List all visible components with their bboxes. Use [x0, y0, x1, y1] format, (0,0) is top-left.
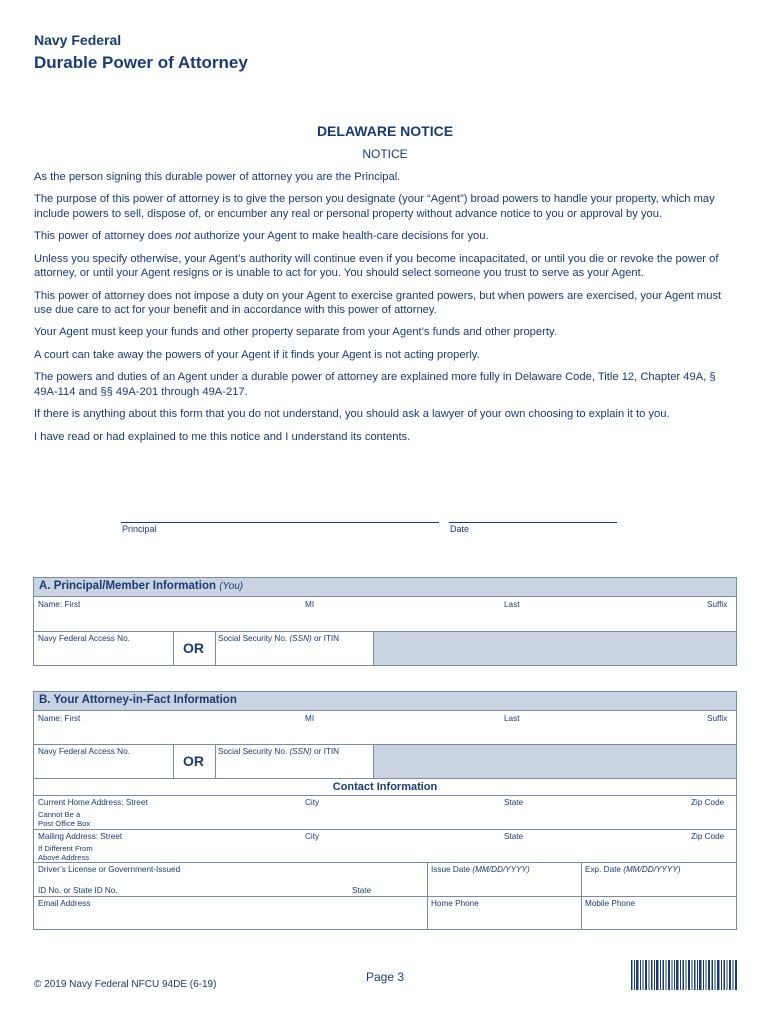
zip-label: Zip Code: [691, 798, 725, 807]
ssn-label-em: (SSN): [289, 634, 312, 643]
ssn-label-text: Social Security No.: [218, 634, 290, 643]
home-street-label: Current Home Address: Street: [38, 798, 148, 807]
home-note-line2: Post Office Box: [38, 819, 91, 828]
exp-date-label: [585, 865, 681, 875]
mail-note-line2: Above Address: [38, 853, 90, 862]
column-divider: [173, 631, 174, 666]
notice-text: This power of attorney does: [34, 230, 176, 243]
section-a-title-note: (You): [219, 581, 244, 592]
notice-paragraph: I have read or had explained to me this notice and I understand its contents.: [34, 430, 411, 443]
notice-paragraph: Your Agent must keep your funds and other property separate from your Agent’s funds and other property.: [34, 326, 557, 339]
attorney-access-no-input[interactable]: [38, 759, 168, 773]
issue-date-text: Issue Date: [431, 865, 473, 874]
ssn-label: [218, 634, 339, 644]
name-first-label: Name: First: [38, 600, 81, 609]
exp-date-text: Exp. Date: [585, 865, 624, 874]
notice-paragraph: As the person signing this durable power of attorney you are the Principal.: [34, 171, 401, 183]
issue-date-input[interactable]: [431, 878, 576, 892]
notice-paragraph: Unless you specify otherwise, your Agent’s authority will continue even if you become incapacitated, or until you die or revoke the power of attorney, or until your Agent resigns or is unable to act for you. You should select someone you trust to serve as your Agent.: [34, 252, 719, 280]
mobile-phone-label: Mobile Phone: [585, 899, 636, 908]
license-number-input[interactable]: [38, 874, 423, 886]
mail-street-label: Mailing Address: Street: [38, 832, 123, 841]
column-divider: [215, 631, 216, 666]
footer-copyright: © 2019 Navy Federal NFCU 94DE (6-19): [34, 979, 217, 990]
mi-label: MI: [305, 714, 315, 723]
mail-note-line1: If Different From: [38, 844, 93, 853]
or-separator: OR: [183, 640, 204, 656]
notice-text: authorize your Agent to make health-care decisions for you.: [190, 230, 489, 243]
column-divider: [215, 744, 216, 778]
home-phone-input[interactable]: [431, 911, 576, 925]
row-divider: [34, 862, 736, 863]
date-signature-line[interactable]: [449, 522, 617, 523]
license-label: Driver’s License or Government-Issued: [38, 865, 181, 874]
principal-signature-label: Principal: [122, 524, 157, 534]
column-divider: [581, 896, 582, 930]
principal-access-no-input[interactable]: [38, 646, 168, 660]
attorney-ssn-input[interactable]: [218, 759, 368, 773]
or-separator: OR: [183, 753, 204, 769]
email-input[interactable]: [38, 911, 423, 925]
document-title: Durable Power of Attorney: [34, 53, 248, 72]
home-phone-label: Home Phone: [431, 899, 479, 908]
date-signature-label: Date: [450, 524, 470, 534]
ssn-label-text: or ITIN: [311, 747, 340, 756]
brand-name: Navy Federal: [34, 32, 122, 48]
column-divider: [581, 862, 582, 896]
state-label: State: [504, 798, 524, 807]
access-no-label: Navy Federal Access No.: [38, 747, 130, 756]
name-first-label: Name: First: [38, 714, 81, 723]
notice-paragraph: If there is anything about this form that you do not understand, you should ask a lawyer of your own choosing to explain it to you.: [34, 408, 670, 421]
email-label: Email Address: [38, 899, 91, 908]
column-divider: [427, 896, 428, 930]
ssn-label-text: or ITIN: [311, 634, 340, 643]
section-a-header: [34, 578, 736, 597]
notice-paragraph: The powers and duties of an Agent under a durable power of attorney are explained more fully in Delaware Code, Title 12, Chapter 49A, § 49A-114 and §§ 49A-201 through 49A-217.: [34, 371, 716, 398]
row-divider: [34, 829, 736, 830]
exp-date-input[interactable]: [585, 878, 730, 892]
notice-emphasis: not: [175, 230, 191, 243]
column-divider: [173, 744, 174, 778]
barcode-icon: [631, 960, 737, 990]
section-a-principal-info: [33, 577, 737, 666]
notice-subheading: NOTICE: [362, 147, 408, 161]
notice-paragraph: The purpose of this power of attorney is to give the person you designate (your “Agent”) broad powers to handle your property, which may include powers to sell, dispose of, or encumber any real or personal property without advance notice to you or approval by you.: [34, 193, 715, 220]
ssn-label: [218, 747, 339, 757]
section-b-header: [34, 692, 736, 711]
contact-info-heading: Contact Information: [332, 781, 438, 793]
principal-name-input[interactable]: [38, 612, 728, 626]
city-label: City: [305, 798, 320, 807]
last-label: Last: [504, 714, 520, 723]
notice-body: [34, 170, 740, 452]
id-no-label: ID No. or State ID No.: [38, 886, 118, 895]
exp-date-format: (MM/DD/YYYY): [623, 865, 681, 874]
shaded-block: [374, 745, 736, 778]
row-divider: [34, 795, 736, 796]
issue-date-label: [431, 865, 530, 875]
column-divider: [427, 862, 428, 896]
row-divider: [34, 778, 736, 779]
home-note-line1: Cannot Be a: [38, 810, 81, 819]
city-label: City: [305, 832, 320, 841]
page-number: Page 3: [366, 970, 405, 984]
home-address-input[interactable]: [104, 811, 728, 825]
notice-paragraph: [34, 229, 740, 243]
principal-signature-line[interactable]: [121, 522, 439, 523]
ssn-label-text: Social Security No.: [218, 747, 290, 756]
notice-paragraph: This power of attorney does not impose a duty on your Agent to exercise granted powers, but when powers are exercised, your Agent must use due care to act for your benefit and in accordance with this power of attorney.: [34, 289, 722, 316]
issue-date-format: (MM/DD/YYYY): [472, 865, 530, 874]
shaded-block: [374, 632, 736, 665]
suffix-label: Suffix: [707, 714, 728, 723]
id-state-label: State: [352, 886, 372, 895]
notice-heading: DELAWARE NOTICE: [316, 123, 454, 139]
row-divider: [34, 896, 736, 897]
suffix-label: Suffix: [707, 600, 728, 609]
state-label: State: [504, 832, 524, 841]
mi-label: MI: [305, 600, 315, 609]
access-no-label: Navy Federal Access No.: [38, 634, 130, 643]
ssn-label-em: (SSN): [289, 747, 312, 756]
mobile-phone-input[interactable]: [585, 911, 730, 925]
section-a-title: A. Principal/Member Information: [39, 580, 216, 592]
notice-paragraph: A court can take away the powers of your Agent if it finds your Agent is not acting properly.: [34, 348, 480, 361]
section-b-attorney-info: [33, 691, 737, 930]
attorney-name-input[interactable]: [38, 726, 728, 740]
zip-label: Zip Code: [691, 832, 725, 841]
last-label: Last: [504, 600, 520, 609]
mailing-address-input[interactable]: [104, 845, 728, 859]
section-b-title: B. Your Attorney-in-Fact Information: [39, 694, 237, 706]
principal-ssn-input[interactable]: [218, 646, 368, 660]
